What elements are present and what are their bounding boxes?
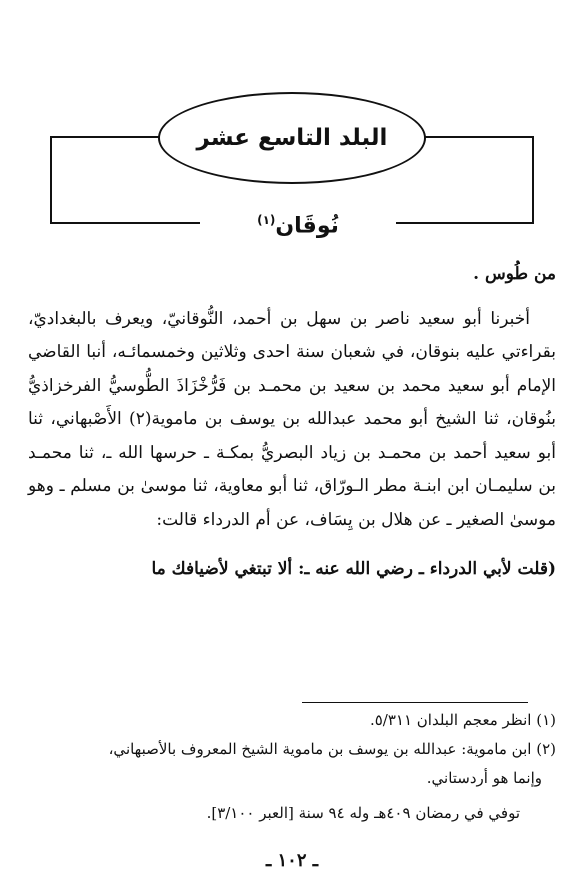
frame-left-border — [50, 136, 52, 224]
footnotes — [28, 706, 556, 828]
place-heading — [200, 200, 396, 240]
frame-bottom-right-border — [396, 222, 534, 224]
place-note-ref: (١) — [257, 213, 276, 227]
page-number: ـ ١٠٢ ـ — [265, 850, 319, 871]
main-paragraph: أخبرنا أبو سعيد ناصر بن سهل بن أحمد، النُّوقانيّ، ويعرف بالبغداديّ، بقراءتي عليه بنوقان، في شعبان سنة احدى وثلاثين وخمسمائـه، أنبا القاضي الإمام أبو سعيد محمد بن سعيد بن محمـد بن فَرُّخْزَاذَ الطُّوسيُّ الفرخزاذيُّ بنُوقان، ثنا الشيخ أبو محمد عبدالله بن يوسف بن ماموية(٢) الأَصْبهاني، ثنا أبو سعيد أحمد بن محمـد بن زياد البصريُّ بمكـة ـ حرسها الله ـ، ثنا محمـد بن سليمـان ابن ابنـة مطر الـورّاق، ثنا أبو معاوية، ثنا موسىٰ بن مسلم ـ وهو موسىٰ الصغير ـ عن هلال بن يِسَاف، عن أم الدرداء قالت: — [28, 308, 557, 530]
chapter-title: البلد التاسع عشر — [196, 125, 388, 151]
place-name: نُوقَان — [275, 213, 339, 239]
frame-bottom-left-border — [50, 222, 200, 224]
footnote-2-continued: وإنما هو أردستاني. — [426, 769, 542, 787]
chapter-ellipse — [158, 92, 426, 184]
quote-line: (قلت لأبي الدرداء ـ رضي الله عنه ـ: ألا تبتغي لأضيافك ما — [151, 559, 556, 579]
frame-right-border — [532, 136, 534, 224]
footnote-divider — [302, 702, 528, 703]
opening-line: من طُوس . — [473, 264, 556, 284]
frame-top-left-border — [50, 136, 160, 138]
frame-top-right-border — [424, 136, 534, 138]
footnote-2: (٢) ابن ماموية: عبدالله بن يوسف بن ماموية الشيخ المعروف بالأصبهاني، — [108, 740, 556, 758]
footnote-2-death: توفي في رمضان ٤٠٩هـ وله ٩٤ سنة [العبر ٣/١٠٠]. — [206, 804, 520, 822]
main-text — [28, 258, 556, 587]
footnote-1: (١) انظر معجم البلدان ٥/٣١١. — [369, 711, 556, 729]
